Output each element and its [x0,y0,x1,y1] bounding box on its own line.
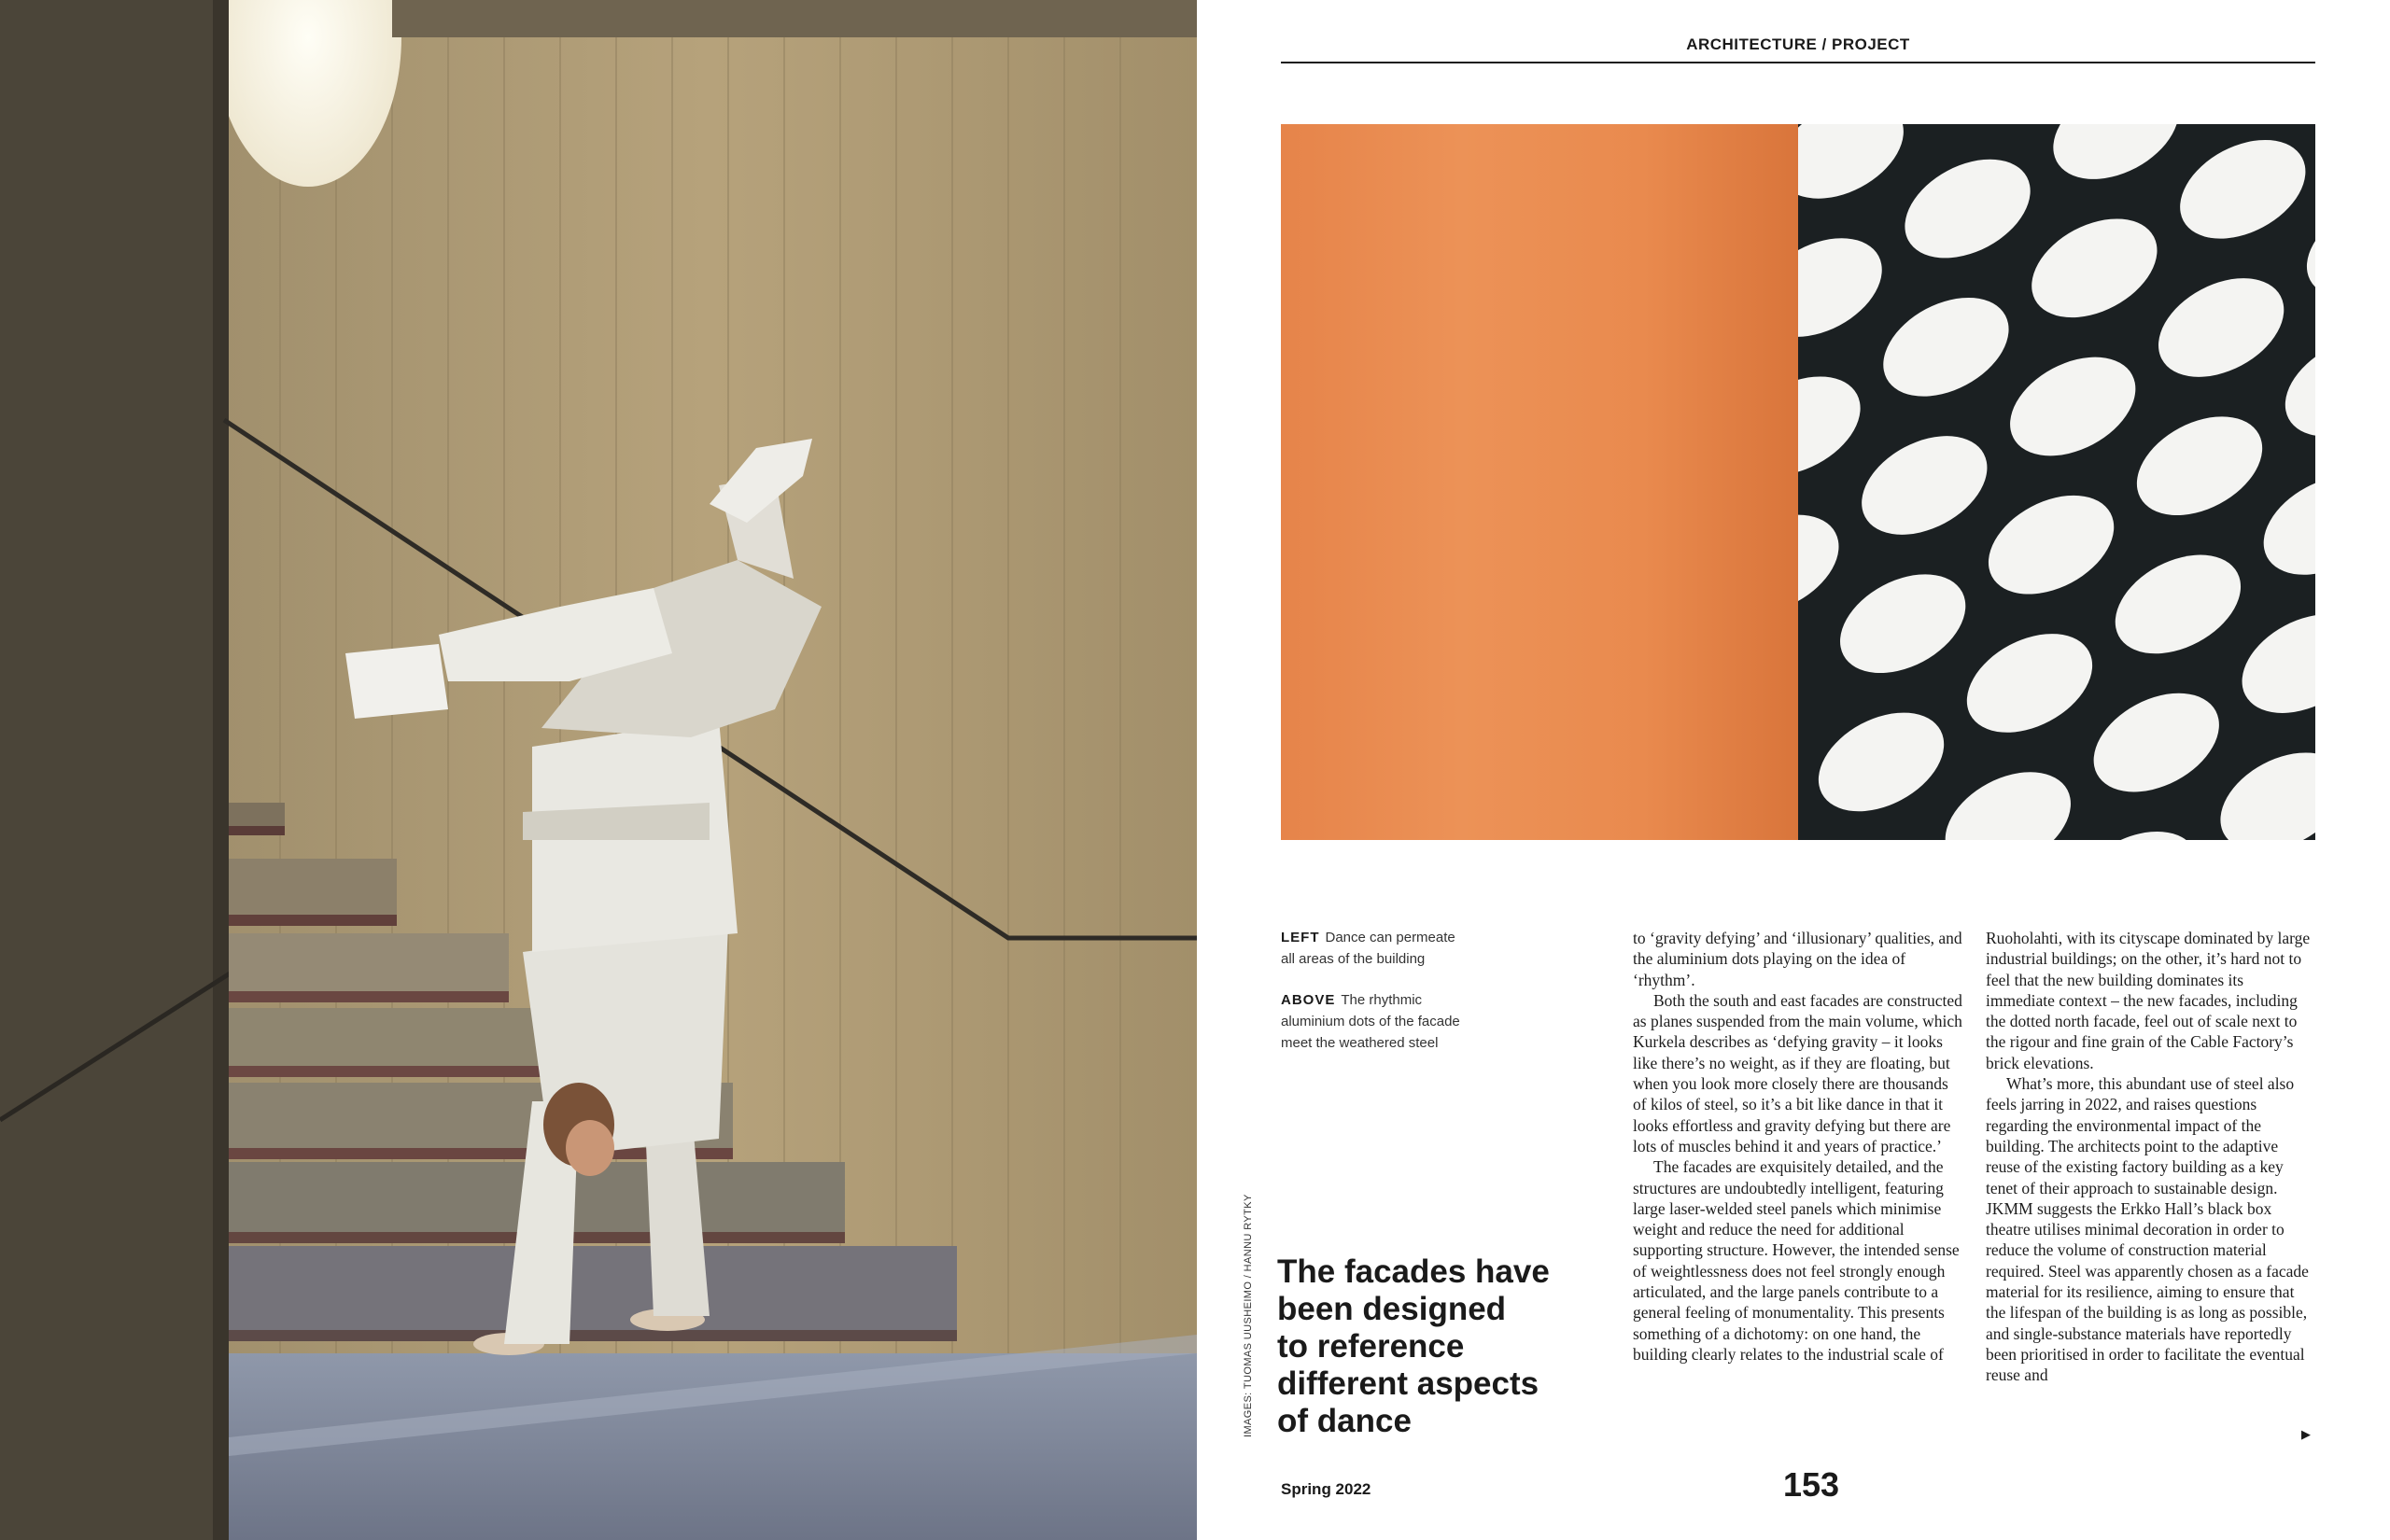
pull-quote-line: been designed [1277,1291,1507,1327]
caption-above [1281,989,1505,1054]
caption-line: aluminium dots of the facade [1281,1014,1460,1029]
aluminium-dots-panel [1798,124,2315,840]
image-credit: IMAGES: TUOMAS UUSHEIMO / HANNU RYTKY [1243,1194,1254,1437]
caption-tag: LEFT [1281,930,1320,945]
paragraph: What’s more, this abundant use of steel also feels jarring in 2022, and raises questions regarding the environmental impact of the building. The architects point to the adaptive reuse of the existing factory building as a key tenet of their approach to sustainable design. JKMM suggests the Erkko Hall’s black box theatre utilises minimal decoration in order to reduce the volume of construction material required. Steel was apparently chosen as a facade material for its resilience, aiming to ensure that the lifespan of the building is as long as possible, and single-substance materials have reportedly been prioritised in order to facilitate the eventual reuse and [1986,1074,2309,1385]
facade-photo [1281,124,2315,840]
page-number: 153 [1783,1465,1840,1504]
caption-tag: ABOVE [1281,992,1336,1008]
caption-line: The rhythmic [1341,992,1423,1008]
pull-quote-line: of dance [1277,1403,1412,1439]
paragraph: The facades are exquisitely detailed, and the structures are undoubtedly intelligent, featuring large laser-welded steel panels which minimise weight and reduce the need for additional supporting structure. However, the intended sense of weightlessness does not feel strongly enough articulated, and the large panels contribute to a general feeling of monumentality. This presents something of a dichotomy: on one hand, the building clearly relates to the industrial scale of [1633,1157,1960,1364]
caption-line: all areas of the building [1281,951,1426,967]
pull-quote-line: different aspects [1277,1365,1539,1402]
pull-quote-line: The facades have [1277,1253,1550,1290]
continue-arrow-icon: ▶ [2301,1428,2311,1442]
pull-quote [1277,1253,1585,1440]
caption-line: meet the weathered steel [1281,1035,1439,1051]
paragraph: to ‘gravity defying’ and ‘illusionary’ qualities, and the aluminium dots playing on the idea of ‘rhythm’. [1633,929,1962,989]
issue-label: Spring 2022 [1281,1480,1371,1498]
body-column-2 [1986,928,2315,1386]
pull-quote-line: to reference [1277,1328,1465,1365]
section-label: ARCHITECTURE / PROJECT [1686,35,1910,53]
body-column-1 [1633,928,1962,1365]
paragraph: Ruoholahti, with its cityscape dominated by large industrial buildings; on the other, it’s hard not to feel that the new building dominates its immediate context – the new facades, including the dotted north facade, feel out of scale next to the rigour and fine grain of the Cable Factory’s brick elevations. [1986,929,2311,1072]
caption-left [1281,927,1505,970]
header-rule [1281,62,2315,63]
caption-line: Dance can permeate [1325,930,1455,945]
weathered-steel-panel [1281,124,1798,840]
paragraph: Both the south and east facades are constructed as planes suspended from the main volume, which Kurkela describes as ‘defying gravity – it looks like there’s no weight, as if they are floating, but when you look more closely there are thousands of kilos of steel, so it’s a bit like dance in that it looks effortless and gravity defying but there are lots of muscles behind it and years of practice.’ [1633,990,1962,1155]
